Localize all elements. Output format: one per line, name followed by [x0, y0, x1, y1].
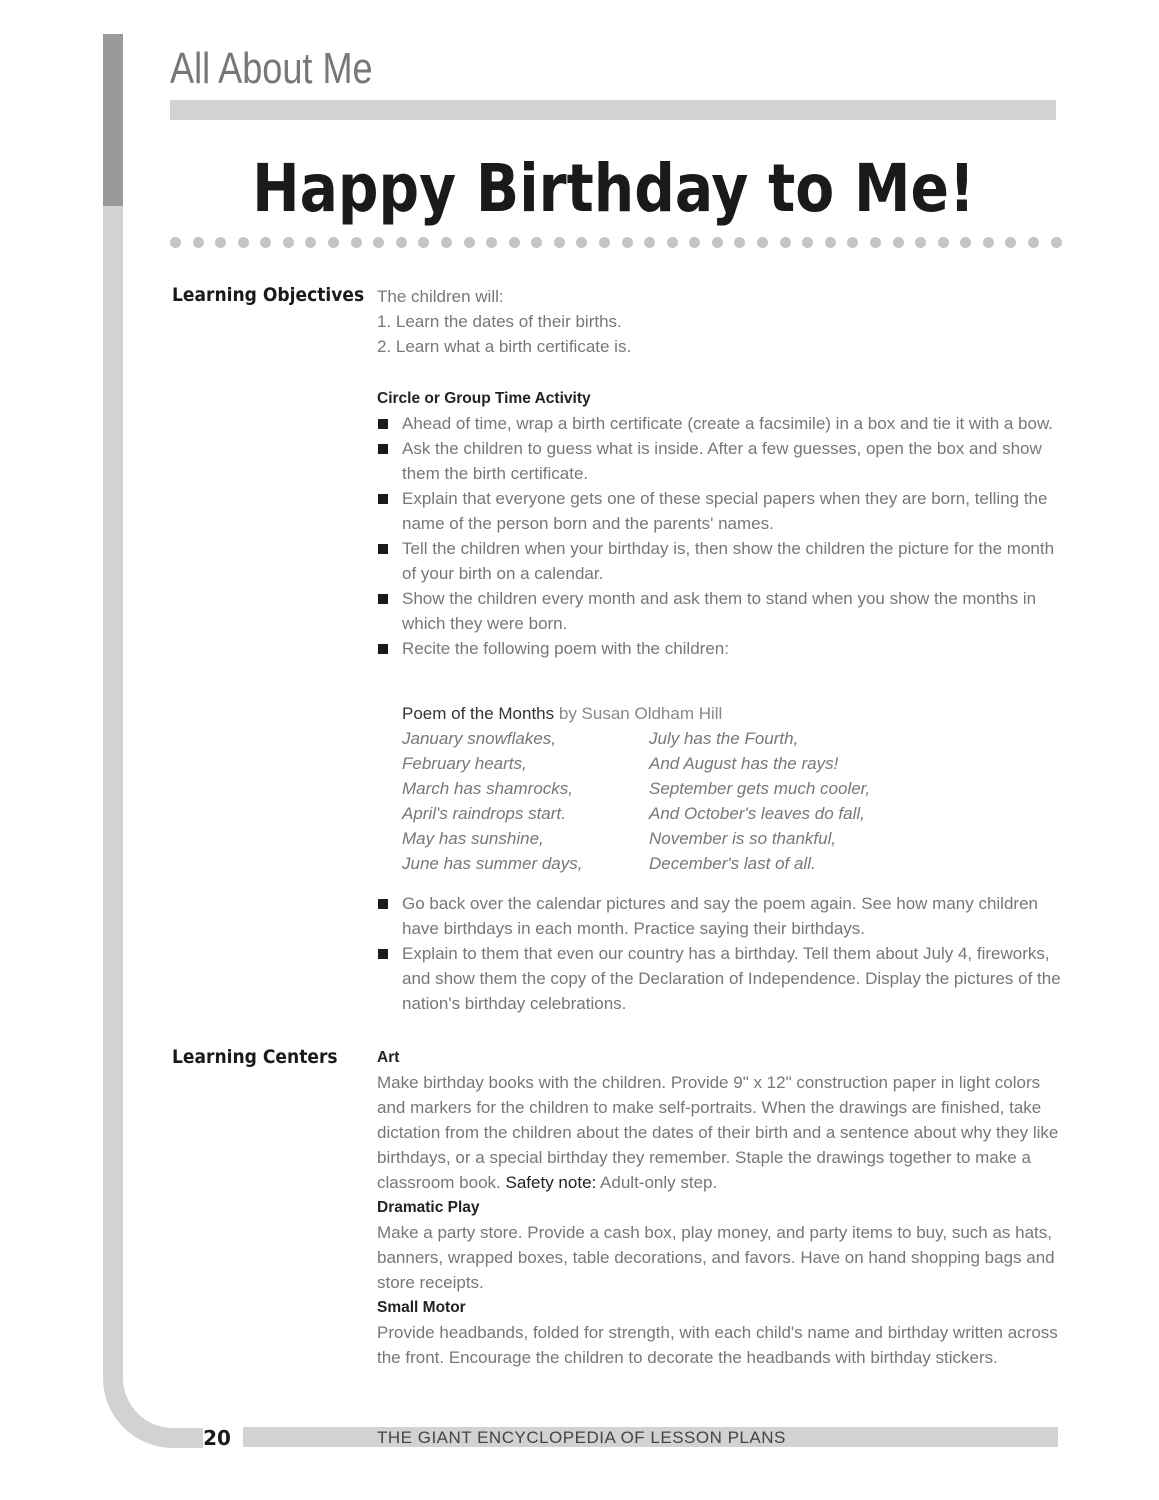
learning-centers-label: Learning Centers	[172, 1046, 338, 1068]
divider-dot	[531, 237, 542, 248]
divider-dot	[667, 237, 678, 248]
art-heading: Art	[377, 1049, 400, 1066]
divider-dot	[1051, 237, 1062, 248]
list-item	[377, 891, 1067, 941]
divider-dot	[238, 237, 249, 248]
circle-time-list-after	[377, 891, 1067, 1016]
poem-line: April's raindrops start.	[402, 804, 566, 823]
small-motor-text: Provide headbands, folded for strength, with each child's name and birthday written across the front. Encourage the children to decorate the headbands with birthday stickers.	[377, 1323, 1058, 1367]
divider-dot	[396, 237, 407, 248]
divider-dot	[983, 237, 994, 248]
list-item	[377, 536, 1067, 586]
divider-dot	[689, 237, 700, 248]
bullet-square-icon	[378, 419, 388, 429]
dramatic-play-text: Make a party store. Provide a cash box, play money, and party items to buy, such as hats, banners, wrapped boxes, table decorations, and favors. Have on hand shopping bags and store receipts.	[377, 1223, 1055, 1292]
dotted-divider	[170, 237, 1062, 249]
divider-dot	[441, 237, 452, 248]
list-item	[377, 636, 1067, 661]
divider-dot	[170, 237, 181, 248]
objective-item: 2. Learn what a birth certificate is.	[377, 337, 632, 356]
divider-dot	[509, 237, 520, 248]
dramatic-play-heading: Dramatic Play	[377, 1199, 480, 1216]
poem-line: May has sunshine,	[402, 829, 544, 848]
bullet-square-icon	[378, 594, 388, 604]
divider-dot	[802, 237, 813, 248]
divider-dot	[373, 237, 384, 248]
learning-objectives-label: Learning Objectives	[172, 284, 365, 306]
divider-dot	[847, 237, 858, 248]
safety-note-label: Safety note:	[505, 1173, 597, 1192]
divider-dot	[418, 237, 429, 248]
divider-dot	[328, 237, 339, 248]
bullet-square-icon	[378, 544, 388, 554]
list-item-text: Show the children every month and ask them to stand when you show the months in which they were born.	[402, 589, 1037, 633]
divider-dot	[644, 237, 655, 248]
divider-dot	[780, 237, 791, 248]
poem-title: Poem of the Months	[402, 704, 555, 723]
bullet-square-icon	[378, 949, 388, 959]
divider-dot	[915, 237, 926, 248]
list-item-text: Ask the children to guess what is inside. After a few guesses, open the box and show them the birth certificate.	[402, 439, 1042, 483]
poem-line: December's last of all.	[649, 854, 816, 873]
divider-dot	[825, 237, 836, 248]
bullet-square-icon	[378, 899, 388, 909]
list-item-text: Recite the following poem with the children:	[402, 639, 729, 658]
divider-dot	[215, 237, 226, 248]
objective-item: 1. Learn the dates of their births.	[377, 312, 622, 331]
divider-dot	[893, 237, 904, 248]
divider-dot	[305, 237, 316, 248]
divider-dot	[1005, 237, 1016, 248]
list-item-text: Ahead of time, wrap a birth certificate (create a facsimile) in a box and tie it with a bow.	[402, 414, 1054, 433]
frame-accent-light	[103, 206, 123, 1376]
divider-dot	[870, 237, 881, 248]
list-item-text: Tell the children when your birthday is, then show the children the picture for the month of your birth on a calendar.	[402, 539, 1055, 583]
poem-block	[377, 701, 1067, 876]
poem-line: And August has the rays!	[649, 754, 839, 773]
divider-dot	[576, 237, 587, 248]
divider-dot	[1028, 237, 1039, 248]
frame-corner	[103, 1336, 203, 1448]
list-item	[377, 586, 1067, 636]
poem-author: by Susan Oldham Hill	[558, 704, 723, 723]
list-item-text: Explain that everyone gets one of these special papers when they are born, telling the name of the person born and the parents' names.	[402, 489, 1048, 533]
title-rule	[170, 100, 1056, 120]
divider-dot	[757, 237, 768, 248]
divider-dot	[193, 237, 204, 248]
art-text	[377, 1070, 1067, 1195]
poem-line: November is so thankful,	[649, 829, 837, 848]
small-motor-heading: Small Motor	[377, 1299, 466, 1316]
page-number: 20	[203, 1426, 231, 1450]
divider-dot	[260, 237, 271, 248]
page-title: Happy Birthday to Me!	[252, 150, 975, 227]
poem-line: January snowflakes,	[402, 729, 557, 748]
bullet-square-icon	[378, 444, 388, 454]
circle-time-followup	[377, 891, 1067, 1016]
list-item-text: Explain to them that even our country has a birthday. Tell them about July 4, fireworks, and show them the copy of the Declaration of Independence. Display the pictures of the nation's birthday celebrations.	[402, 944, 1061, 1013]
objectives-intro: The children will:	[377, 287, 504, 306]
divider-dot	[283, 237, 294, 248]
list-item-text: Go back over the calendar pictures and say the poem again. See how many children have birthdays in each month. Practice saying their birthdays.	[402, 894, 1038, 938]
divider-dot	[938, 237, 949, 248]
art-description: Make birthday books with the children. Provide 9" x 12" construction paper in light colors and markers for the children to make self-portraits. When the drawings are finished, take dictation from the children about the dates of their birth and a sentence about why they like birthdays, or a special birthday they remember. Staple the drawings together to make a classroom book.	[377, 1073, 1059, 1192]
poem-line: September gets much cooler,	[649, 779, 871, 798]
poem-line: March has shamrocks,	[402, 779, 573, 798]
list-item	[377, 411, 1067, 436]
divider-dot	[712, 237, 723, 248]
circle-time-section	[377, 386, 1067, 661]
poem-lines	[402, 726, 1067, 876]
safety-note-text: Adult-only step.	[600, 1173, 718, 1192]
list-item	[377, 486, 1067, 536]
poem-line: June has summer days,	[402, 854, 583, 873]
poem-line: And October's leaves do fall,	[649, 804, 865, 823]
bullet-square-icon	[378, 644, 388, 654]
divider-dot	[960, 237, 971, 248]
list-item	[377, 436, 1067, 486]
poem-line: February hearts,	[402, 754, 527, 773]
list-item	[377, 941, 1067, 1016]
divider-dot	[554, 237, 565, 248]
poem-heading	[402, 701, 1067, 726]
poem-line: July has the Fourth,	[649, 729, 799, 748]
poem	[402, 701, 1067, 876]
learning-centers-content	[377, 1045, 1067, 1370]
divider-dot	[599, 237, 610, 248]
divider-dot	[734, 237, 745, 248]
divider-dot	[464, 237, 475, 248]
divider-dot	[351, 237, 362, 248]
circle-time-heading: Circle or Group Time Activity	[377, 390, 591, 407]
circle-time-list	[377, 411, 1067, 661]
footer-book-title: THE GIANT ENCYCLOPEDIA OF LESSON PLANS	[377, 1428, 786, 1447]
divider-dot	[486, 237, 497, 248]
section-title: All About Me	[170, 44, 373, 93]
divider-dot	[622, 237, 633, 248]
learning-objectives-content	[377, 284, 1067, 359]
bullet-square-icon	[378, 494, 388, 504]
